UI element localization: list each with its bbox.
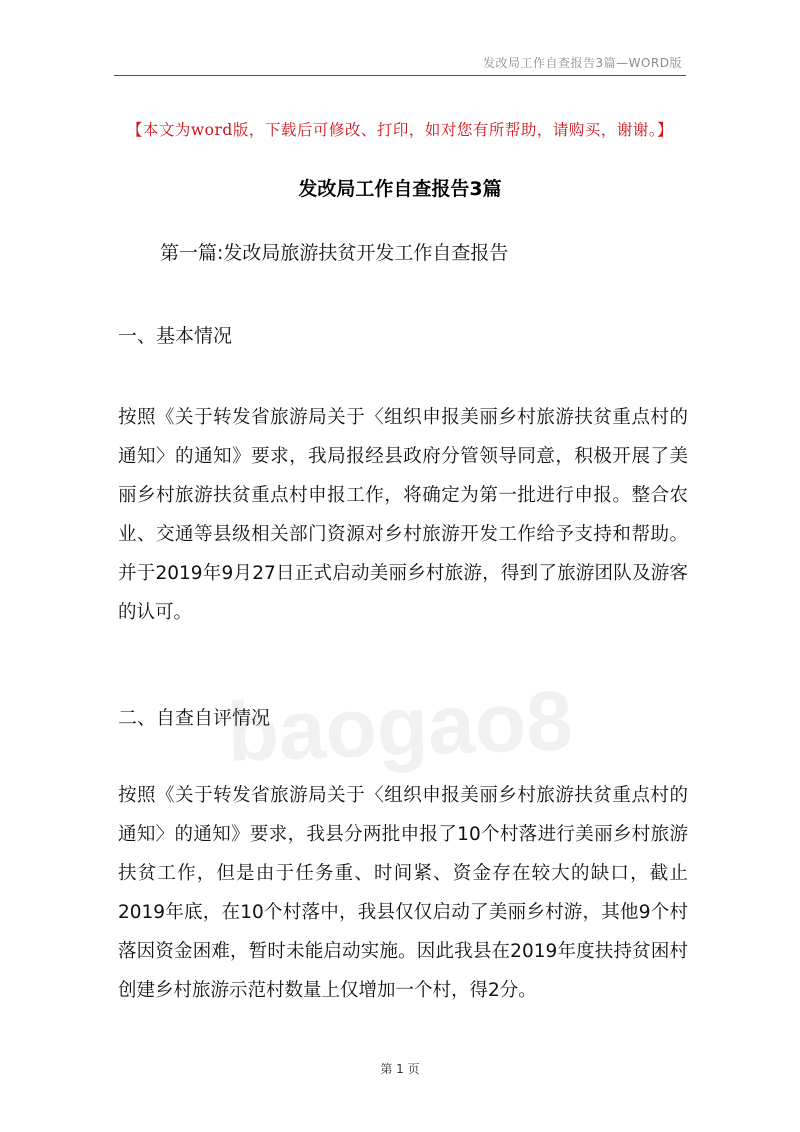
- watermark: baogao8: [225, 673, 575, 779]
- document-title: 发改局工作自查报告3篇: [298, 178, 502, 200]
- running-header: 发改局工作自查报告3篇—WORD版: [482, 56, 682, 70]
- part-title: 第一篇:发改局旅游扶贫开发工作自查报告: [160, 242, 509, 264]
- page-number: 第 1 页: [380, 1062, 420, 1076]
- section-paragraph-self-check: 按照《关于转发省旅游局关于〈组织申报美丽乡村旅游扶贫重点村的通知〉的通知》要求，我县分两批申报了10个村落进行美丽乡村旅游扶贫工作，但是由于任务重、时间紧、资金存在较大的缺口，截止2019年底，在10个村落中，我县仅仅启动了美丽乡村游，其他9个村落因资金困难，暂时未能启动实施。因此我县在2019年度扶持贫困村创建乡村旅游示范村数量上仅增加一个村，得2分。: [118, 785, 688, 1001]
- purchase-notice: 【本文为word版，下载后可修改、打印，如对您有所帮助，请购买，谢谢。】: [126, 121, 674, 139]
- header-divider: [114, 75, 686, 76]
- section-heading-basic: 一、基本情况: [118, 325, 233, 347]
- section-paragraph-basic: 按照《关于转发省旅游局关于〈组织申报美丽乡村旅游扶贫重点村的通知〉的通知》要求，我局报经县政府分管领导同意，积极开展了美丽乡村旅游扶贫重点村申报工作，将确定为第一批进行申报。整合农业、交通等县级相关部门资源对乡村旅游开发工作给予支持和帮助。并于2019年9月27日正式启动美丽乡村旅游，得到了旅游团队及游客的认可。: [118, 407, 688, 623]
- section-heading-self-check: 二、自查自评情况: [118, 707, 271, 729]
